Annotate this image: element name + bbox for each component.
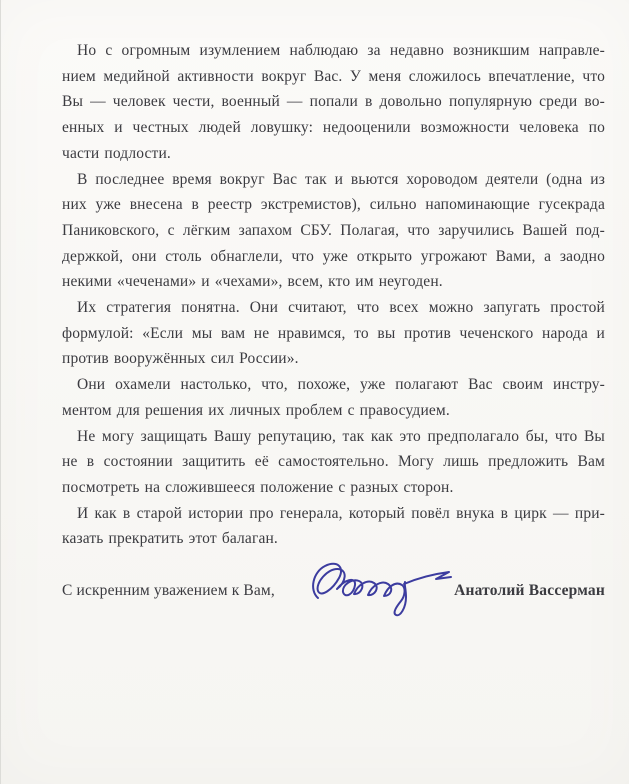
paragraph: [62, 295, 605, 372]
paragraph-line: посмотреть на сложившееся положение с разных сторон.: [62, 478, 454, 496]
paragraph-line: В последнее время вокруг Вас так и вьются хороводом деятели (одна из: [77, 170, 605, 188]
paragraph-line: Не могу защищать Вашу репутацию, так как это предполагало бы, что Вы: [77, 427, 605, 445]
closing-salutation: С искренним уважением к Вам,: [62, 582, 275, 600]
paragraph-line: Они охамели настолько, что, похоже, уже полагают Вас своим инстру-: [77, 376, 605, 394]
paragraph-line: нием медийной активности вокруг Вас. У меня сложилось впечатление, что: [62, 67, 605, 85]
paragraph: [62, 167, 605, 296]
paragraph-line: не в состоянии защитить её самостоятельно. Могу лишь предложить Вам: [62, 453, 605, 471]
paragraph-line: части подлости.: [62, 144, 171, 162]
paragraph: [62, 372, 605, 423]
paragraph-line: Их стратегия понятна. Они считают, что всех можно запугать простой: [77, 299, 605, 317]
paragraph-line: И как в старой истории про генерала, который повёл внука в цирк — при-: [77, 504, 605, 522]
paragraph: [62, 501, 605, 552]
paragraph-line: держкой, они столь обнаглели, что уже открыто угрожают Вами, а заодно: [62, 247, 605, 265]
paragraph-line: Но с огромным изумлением наблюдаю за недавно возникшим направле-: [77, 42, 605, 59]
paragraph-line: енных и честных людей ловушку: недооценили возможности человека по: [62, 119, 605, 137]
paragraph-line: некими «чеченами» и «чехами», всем, кто им неугоден.: [62, 273, 443, 291]
paragraph: [62, 424, 605, 501]
paragraph-line: Вы — человек чести, военный — попали в довольно популярную среди во-: [62, 93, 605, 111]
letter-body: [62, 38, 605, 552]
paragraph-line: них уже внесена в реестр экстремистов), сильно напоминающие гусекрада: [62, 196, 605, 214]
paragraph-line: казать прекратить этот балаган.: [62, 530, 278, 548]
paragraph: [62, 38, 605, 167]
paragraph-line: ментом для решения их личных проблем с правосудием.: [62, 401, 450, 419]
paragraph-line: Паниковского, с лёгким запахом СБУ. Полагая, что заручились Вашей под-: [62, 221, 605, 239]
signature-icon: [308, 552, 458, 622]
paragraph-line: против вооружённых сил России».: [62, 350, 299, 368]
closing-row: [62, 578, 605, 604]
paragraph-line: формулой: «Если мы вам не нравимся, то вы против чеченского народа и: [62, 324, 605, 342]
signatory-name: Анатолий Вассерман: [454, 582, 605, 600]
